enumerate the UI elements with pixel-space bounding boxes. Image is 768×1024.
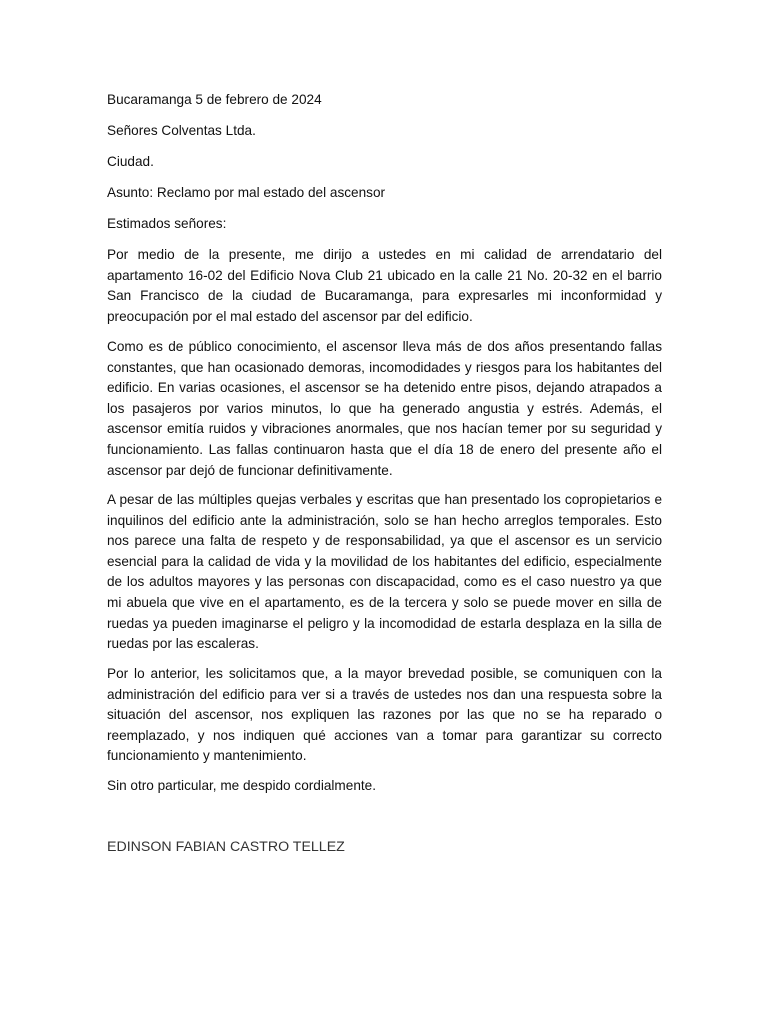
city-line: Ciudad. [107,154,154,169]
recipient-line: Señores Colventas Ltda. [107,123,256,138]
date-line: Bucaramanga 5 de febrero de 2024 [107,92,322,107]
body-paragraph-1: Por medio de la presente, me dirijo a ustedes en mi calidad de arrendatario del apartamento 16-02 del Edificio Nova Club 21 ubicado en la calle 21 No. 20-32 en el barrio San Francisco de la ciudad de Bucaramanga, para expresarles mi inconformidad y preocupación por el mal estado del ascensor par del edificio. [107,247,662,324]
subject-line: Asunto: Reclamo por mal estado del ascensor [107,185,386,200]
body-paragraph-4: Por lo anterior, les solicitamos que, a la mayor brevedad posible, se comuniquen con la administración del edificio para ver si a través de ustedes nos dan una respuesta sobre la situación del ascensor, nos expliquen las razones por las que no se ha reparado o reemplazado, y nos indiquen qué acciones van a tomar para garantizar su correcto funcionamiento y mantenimiento. [107,666,662,764]
salutation-line: Estimados señores: [107,216,227,231]
body-paragraph-2: Como es de público conocimiento, el ascensor lleva más de dos años presentando fallas constantes, que han ocasionado demoras, incomodidades y riesgos para los habitantes del edificio. En varias ocasiones, el ascensor se ha detenido entre pisos, dejando atrapados a los pasajeros por varios minutos, lo que ha generado angustia y estrés. Además, el ascensor emitía ruidos y vibraciones anormales, que nos hacían temer por su seguridad y funcionamiento. Las fallas continuaron hasta que el día 18 de enero del presente año el ascensor par dejó de funcionar definitivamente. [107,339,662,478]
signature-name: EDINSON FABIAN CASTRO TELLEZ [107,839,345,855]
closing-line: Sin otro particular, me despido cordialmente. [107,778,376,793]
body-paragraph-3: A pesar de las múltiples quejas verbales y escritas que han presentado los copropietarios e inquilinos del edificio ante la administración, solo se han hecho arreglos temporales. Esto nos parece una falta de respeto y de responsabilidad, ya que el ascensor es un servicio esencial para la calidad de vida y la movilidad de los habitantes del edificio, especialmente de los adultos mayores y las personas con discapacidad, como es el caso nuestro ya que mi abuela que vive en el apartamento, es de la tercera y solo se puede mover en silla de ruedas ya pueden imaginarse el peligro y la incomodidad de estarla desplaza en la silla de ruedas por las escaleras. [107,492,662,652]
